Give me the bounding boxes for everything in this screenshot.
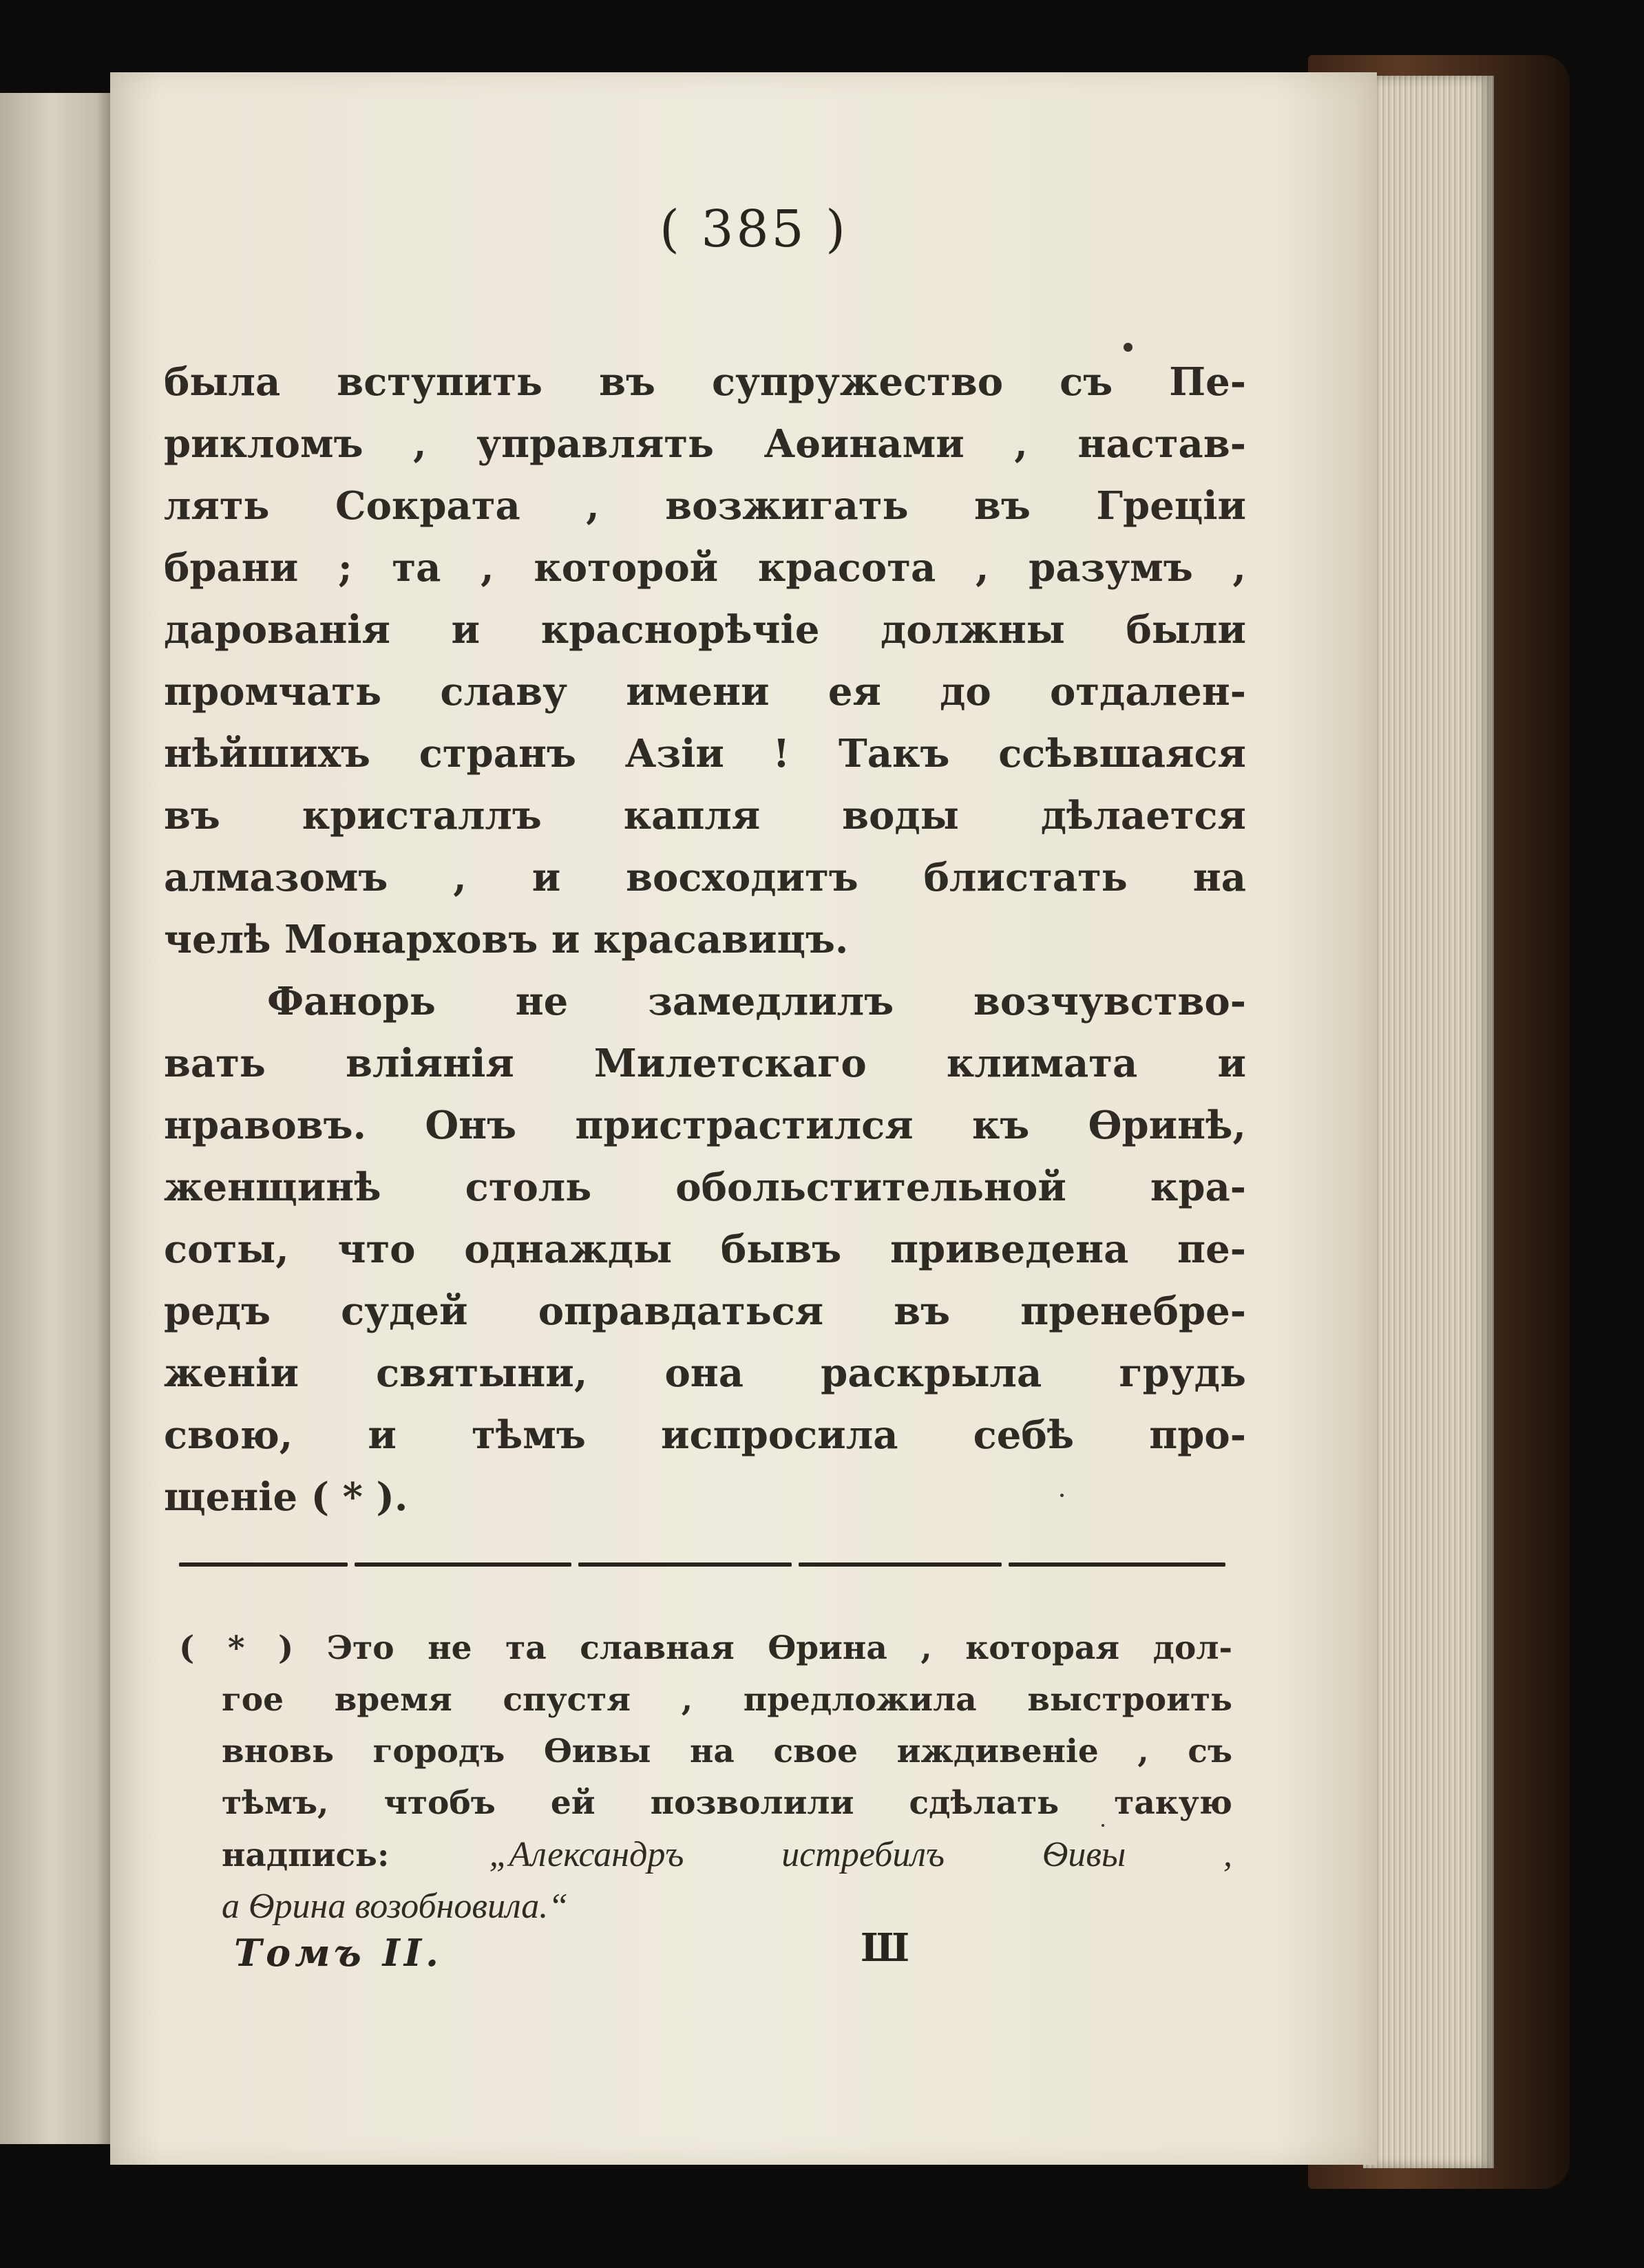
text-line: свою, и тѣмъ испросила себѣ про- <box>164 1412 1246 1458</box>
paragraph-start-line: Фанорь не замедлилъ возчувство- <box>267 979 1246 1024</box>
ink-speck <box>1060 1494 1064 1497</box>
text-line: брани ; та , которой красота , разумъ , <box>164 545 1246 591</box>
footnote-line <box>179 1829 1232 1880</box>
page-edges <box>1363 76 1494 2168</box>
text-line: женщинѣ столь обольстительной кра- <box>164 1165 1246 1210</box>
inscription-quote: „Александръ истребилъ Ѳивы , <box>489 1835 1232 1874</box>
text-line: была вступить въ супружество съ Пе- <box>164 359 1246 405</box>
ink-speck <box>1102 1824 1104 1827</box>
text-line: челѣ Монарховъ и красавицъ. <box>164 917 849 962</box>
text-line: редъ судей оправдаться въ пренебре- <box>164 1289 1246 1334</box>
footnote <box>179 1622 1232 1932</box>
text-line: соты, что однажды бывъ приведена пе- <box>164 1227 1246 1272</box>
inscription-quote-end: а Ѳрина возобновила.“ <box>222 1887 569 1926</box>
page-number: ( 385 ) <box>659 200 849 259</box>
text-line: щеніе ( * ). <box>164 1474 408 1520</box>
rule-segment <box>1009 1562 1225 1567</box>
rule-segment <box>355 1562 571 1567</box>
text-line: рикломъ , управлять Аѳинами , настав- <box>164 421 1246 467</box>
footnote-line: ( * ) Это не та славная Ѳрина , которая дол- <box>179 1629 1232 1667</box>
text-line: нѣйшихъ странъ Азіи ! Такъ ссѣвшаяся <box>164 731 1246 776</box>
footnote-rule <box>179 1562 1225 1568</box>
book-page <box>110 72 1377 2165</box>
footnote-line: гое время спустя , предложила выстроить <box>222 1681 1232 1719</box>
text-line: въ кристаллъ капля воды дѣлается <box>164 793 1246 838</box>
volume-signature: Томъ II. <box>234 1931 443 1975</box>
footnote-line: тѣмъ, чтобъ ей позволили сдѣлать такую <box>222 1784 1232 1822</box>
footnote-line <box>179 1880 1232 1932</box>
inscription-prefix: надпись: <box>222 1836 390 1874</box>
left-page-edge <box>0 93 114 2144</box>
text-line: лять Сократа , возжигать въ Греціи <box>164 483 1246 529</box>
text-line: промчать славу имени ея до отдален- <box>164 669 1246 714</box>
rule-segment <box>578 1562 792 1567</box>
text-line: женіи святыни, она раскрыла грудь <box>164 1350 1246 1396</box>
text-line: нравовъ. Онъ пристрастился къ Ѳринѣ, <box>164 1103 1246 1148</box>
ink-speck <box>1124 343 1132 352</box>
text-line: дарованія и краснорѣчіе должны были <box>164 607 1246 653</box>
text-line: вать вліянія Милетскаго климата и <box>164 1041 1246 1086</box>
sheet-mark: Ш <box>861 1925 911 1971</box>
footnote-line: вновь городъ Ѳивы на свое иждивеніе , съ <box>222 1732 1232 1770</box>
body-text <box>164 351 1246 1528</box>
rule-segment <box>799 1562 1002 1567</box>
rule-segment <box>179 1562 348 1567</box>
text-line: алмазомъ , и восходитъ блистать на <box>164 855 1246 900</box>
